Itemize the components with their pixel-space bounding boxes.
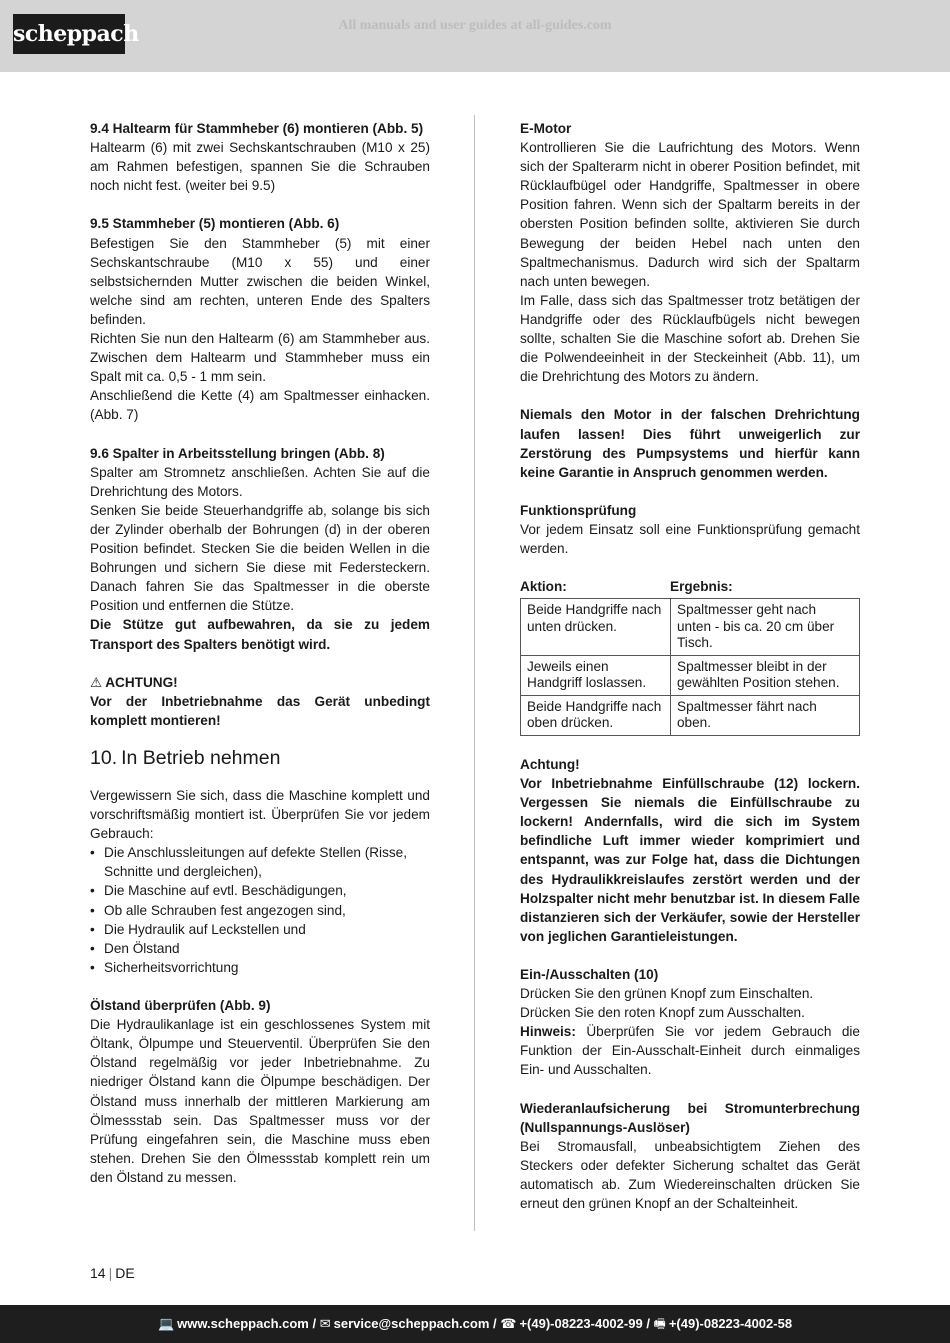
section-9-6-title: 9.6 Spalter in Arbeitsstellung bringen (Abb. 8) [90,445,385,461]
page-footer: 14 | DE [90,1265,135,1281]
brand-logo: scheppach [13,14,125,54]
section-10-title: In Betrieb nehmen [121,747,281,769]
table-cell-action: Jeweils einen Handgriff loslassen. [521,655,671,695]
column-divider [474,115,475,1231]
table-cell-result: Spaltmesser bleibt in der gewählten Position stehen. [671,655,860,695]
oil-check-title: Ölstand überprüfen (Abb. 9) [90,998,271,1014]
on-off-paragraph-1: Drücken Sie den grünen Knopf zum Einschalten. [520,986,814,1002]
function-test-table [520,598,860,736]
caution-text: Vor Inbetriebnahme Einfüllschraube (12) lockern. Vergessen Sie niemals die Einfüllschraube zu lockern! Andernfalls, wird die sich im System befindliche Luft immer wieder komprimiert und entspannt, was zur Folge hat, dass die Dichtungen des Hydraulikkreislaufes zerstört werden und der Holzspalter nicht mehr benutzbar ist. In diesem Falle distanzieren sich der Verkäufer, sowie der Hersteller von jeglichen Garantieleistungen. [520,776,860,944]
list-item: • Den Ölstand [90,939,430,958]
warning-title: ACHTUNG! [105,674,178,690]
list-item: • Die Maschine auf evtl. Beschädigungen, [90,881,430,900]
hint-text: Überprüfen Sie vor jedem Gebrauch die Funktion der Ein-Ausschalt-Einheit durch einmaliges Ein- und Ausschalten. [520,1024,860,1078]
list-item: • Sicherheitsvorrichtung [90,958,430,977]
list-item: • Die Hydraulik auf Leckstellen und [90,920,430,939]
restart-protection-text: Bei Stromausfall, unbeabsichtigtem Ziehen des Steckers oder defekter Sicherung schaltet das Gerät automatisch ab. Zum Wiedereinschalten drücken Sie erneut den grünen Knopf an der Schalteinheit. [520,1138,860,1212]
contact-bar: 💻 www.scheppach.com / ✉ service@scheppach.com / ☎ +(49)-08223-4002-99 / 🖷 +(49)-08223-4002-58 [0,1305,950,1343]
section-9-5-paragraph-3: Anschließend die Kette (4) am Spaltmesser einhacken. (Abb. 7) [90,388,430,423]
function-table-header [520,577,860,596]
motor-paragraph-2: Im Falle, dass sich das Spaltmesser trotz betätigen der Handgriffe oder des Rücklaufbügels nicht bewegen sollte, schalten Sie die Maschine sofort ab. Drehen Sie die Polwendeeinheit in der Steckeinheit (Abb. 11), um die Drehrichtung des Motors zu ändern. [520,292,860,385]
section-9-6-bold-note: Die Stütze gut aufbewahren, da sie zu jedem Transport des Spalters benötigt wird. [90,617,430,652]
section-9-4-text: Haltearm (6) mit zwei Sechskantschrauben (M10 x 25) am Rahmen befestigen, spannen Sie die Schrauben noch nicht fest. (weiter bei 9.5) [90,140,430,194]
watermark-text: All manuals and user guides at all-guides.com [338,18,612,33]
mail-icon: ✉ [319,1316,331,1331]
left-column [90,119,430,1187]
warning-heading [90,673,430,692]
function-test-title: Funktionsprüfung [520,502,637,518]
page-language: DE [115,1265,135,1281]
email-link[interactable]: service@scheppach.com [333,1316,490,1331]
hint-label: Hinweis: [520,1024,576,1040]
function-test-text: Vor jedem Einsatz soll eine Funktionsprüfung gemacht werden. [520,521,860,557]
table-cell-action: Beide Handgriffe nach oben drücken. [521,695,671,735]
section-9-5-paragraph-1: Befestigen Sie den Stammheber (5) mit einer Sechskantschraube (M10 x 55) und einer selbstsichernden Mutter zwischen die beiden Winkel, welche sind am rechten, unteren Ende des Spalters befinden. [90,235,430,327]
on-off-title: Ein-/Ausschalten (10) [520,966,659,982]
warning-text: Vor der Inbetriebnahme das Gerät unbedingt komplett montieren! [90,693,430,728]
motor-paragraph-1: Kontrollieren Sie die Laufrichtung des Motors. Wenn sich der Spalterarm nicht in oberer Position befindet, mit Rücklaufbügel oder Handgriffe, Spaltmesser in obere Position fahren. Wenn sich der Spaltarm bereits in der obersten Position befinden sollte, aktivieren Sie durch Bewegung der beiden Hebel nach unten den Spaltmechanismus. Dadurch wird sich der Spaltarm nach unten bewegen. [520,140,860,289]
oil-check-text: Die Hydraulikanlage ist ein geschlossenes System mit Öltank, Ölpumpe und Steuerventil. Überprüfen Sie den Ölstand regelmäßig vor jeder Inbetriebnahme. Zu niedriger Ölstand kann die Ölpumpe beschädigen. Der Ölstand muss innerhalb der mittleren Markierung am Ölmessstab sein. Das Spaltmesser muss vor der Prüfung eingefahren sein, die Maschine muss eben stehen. Drehen Sie den Ölmessstab komplett rein um den Ölstand zu messen. [90,1017,430,1185]
list-item: • Die Anschlussleitungen auf defekte Stellen (Risse, Schnitte und dergleichen), [90,843,430,881]
page-number: 14 [90,1265,106,1281]
fax-number: +(49)-08223-4002-58 [668,1316,793,1331]
list-item: • Ob alle Schrauben fest angezogen sind, [90,901,430,920]
caution-title: Achtung! [520,756,580,772]
phone-number: +(49)-08223-4002-99 [519,1316,643,1331]
table-header-result: Ergebnis: [670,579,733,595]
computer-icon: 💻 [157,1316,175,1331]
section-9-4-title: 9.4 Haltearm für Stammheber (6) montieren (Abb. 5) [90,121,424,136]
motor-bold-warning: Niemals den Motor in der falschen Drehrichtung laufen lassen! Dies führt unweigerlich zur Zerstörung des Pumpsystems und hierfür kann keine Garantie in Anspruch genommen werden. [520,407,860,480]
website-link[interactable]: www.scheppach.com [177,1316,309,1331]
section-10-intro: Vergewissern Sie sich, dass die Maschine komplett und vorschriftsmäßig montiert ist. Überprüfen Sie vor jedem Gebrauch: [90,788,430,842]
section-9-6-paragraph-1: Spalter am Stromnetz anschließen. Achten Sie auf die Drehrichtung des Motors. [90,464,430,499]
on-off-paragraph-2: Drücken Sie den roten Knopf zum Ausschalten. [520,1005,805,1021]
phone-icon: ☎ [500,1316,517,1331]
fax-icon: 🖷 [653,1316,666,1331]
motor-title: E-Motor [520,121,572,136]
checklist [90,843,430,977]
top-header-bar [0,0,950,72]
warning-triangle-icon: ⚠ [90,674,103,690]
section-9-5-paragraph-2: Richten Sie nun den Haltearm (6) am Stammheber aus. Zwischen dem Haltearm und Stammheber muss ein Spalt mit ca. 0,5 - 1 mm sein. [90,331,430,385]
section-9-6-paragraph-2: Senken Sie beide Steuerhandgriffe ab, solange bis sich der Zylinder oberhalb der Bohrungen (d) in der oberen Position befindet. Stecken Sie die beiden Wellen in die Bohrungen und sichern Sie diese mit Federsteckern. Danach fahren Sie das Spaltmesser in die oberste Position und entfernen die Stütze. [90,502,430,614]
table-header-action: Aktion: [520,579,567,595]
table-cell-result: Spaltmesser fährt nach oben. [671,695,860,735]
table-cell-action: Beide Handgriffe nach unten drücken. [521,599,671,656]
section-10-heading [90,746,430,770]
table-cell-result: Spaltmesser geht nach unten - bis ca. 20 cm über Tisch. [671,599,860,656]
right-column [520,119,860,1213]
section-10-number: 10. [90,747,118,769]
table-row [521,655,860,695]
on-off-hint [520,1022,860,1079]
section-9-5-title: 9.5 Stammheber (5) montieren (Abb. 6) [90,216,340,232]
table-row [521,695,860,735]
restart-protection-title: Wiederanlaufsicherung bei Stromunterbrechung (Nullspannungs-Auslöser) [520,1100,860,1135]
table-row [521,599,860,656]
